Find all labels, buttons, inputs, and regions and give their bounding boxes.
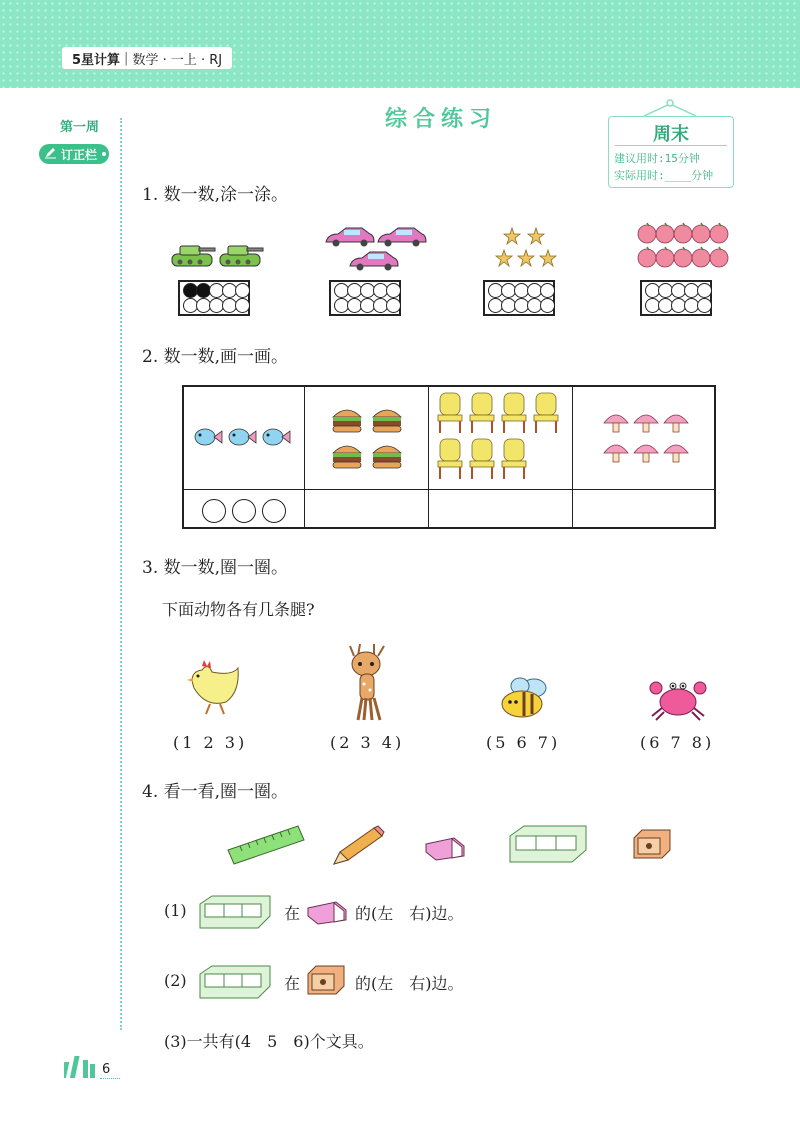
apple-group bbox=[636, 220, 732, 272]
star-icon bbox=[528, 228, 544, 244]
apple-icon bbox=[656, 225, 674, 243]
page-title: 综合练习 bbox=[385, 107, 498, 132]
chair-icon bbox=[534, 393, 558, 433]
car-icon bbox=[378, 228, 426, 247]
car-group bbox=[322, 224, 432, 274]
burger-group bbox=[329, 403, 409, 475]
sharpener-icon bbox=[306, 964, 346, 996]
fix-label: 订正栏 bbox=[61, 147, 98, 162]
eraser-icon bbox=[424, 834, 466, 862]
chair-group bbox=[434, 391, 568, 485]
brand-name: 5星计算 bbox=[72, 52, 121, 68]
header-separator: | bbox=[124, 50, 129, 66]
question-2-label: 2. 数一数,画一画。 bbox=[142, 347, 289, 367]
apple-icon bbox=[674, 225, 692, 243]
tank-group bbox=[166, 236, 266, 272]
book-spines-icon bbox=[64, 1054, 98, 1078]
car-icon bbox=[350, 252, 398, 271]
chair-icon bbox=[438, 393, 462, 433]
apple-icon bbox=[692, 249, 710, 267]
chair-icon bbox=[470, 439, 494, 479]
page-number-underline bbox=[100, 1078, 120, 1079]
fish-group bbox=[194, 425, 294, 449]
count-circle[interactable] bbox=[697, 298, 712, 313]
margin-divider bbox=[120, 118, 122, 1030]
suggested-time: 建议用时:15分钟 bbox=[614, 152, 700, 165]
table-divider bbox=[304, 387, 305, 527]
count-circle[interactable] bbox=[386, 298, 401, 313]
fish-icon bbox=[229, 429, 256, 445]
count-circle[interactable] bbox=[540, 298, 555, 313]
table-divider bbox=[184, 489, 714, 490]
correction-column-badge bbox=[39, 144, 109, 164]
page-number: 6 bbox=[102, 1062, 111, 1077]
star-group bbox=[494, 226, 564, 272]
count-box-cars bbox=[329, 280, 401, 316]
sharpener-icon bbox=[632, 828, 672, 860]
mushroom-icon bbox=[664, 445, 688, 462]
mushroom-group bbox=[602, 409, 694, 471]
dot-icon bbox=[102, 152, 106, 156]
fish-icon bbox=[263, 429, 290, 445]
chair-icon bbox=[438, 439, 462, 479]
table-divider bbox=[428, 387, 429, 527]
star-icon bbox=[540, 250, 556, 266]
mushroom-icon bbox=[634, 415, 658, 432]
burger-icon bbox=[333, 410, 361, 432]
count-circle[interactable] bbox=[697, 283, 712, 298]
chair-icon bbox=[502, 393, 526, 433]
count-circle[interactable] bbox=[235, 283, 250, 298]
pencil-case-icon bbox=[196, 892, 274, 932]
count-box-tanks bbox=[178, 280, 250, 316]
table-divider bbox=[572, 387, 573, 527]
mushroom-icon bbox=[634, 445, 658, 462]
apple-icon bbox=[692, 225, 710, 243]
actual-time: 实际用时:____分钟 bbox=[614, 169, 714, 182]
sub-question-1-in: 在 bbox=[284, 904, 301, 923]
weekend-card bbox=[608, 116, 734, 188]
sub-question-1-options[interactable]: 的(左 右)边。 bbox=[355, 904, 464, 923]
chicken-icon bbox=[184, 658, 242, 718]
count-circle[interactable] bbox=[235, 298, 250, 313]
sub-question-2-number: (2) bbox=[164, 971, 187, 990]
question-3-label: 3. 数一数,圈一圈。 bbox=[142, 558, 289, 578]
ruler-icon bbox=[226, 822, 306, 866]
header-subject: 数学 · 一上 · RJ bbox=[132, 52, 223, 68]
apple-icon bbox=[710, 249, 728, 267]
apple-icon bbox=[638, 249, 656, 267]
sub-question-1-number: (1) bbox=[164, 901, 187, 920]
header-tab bbox=[62, 47, 232, 69]
question-4-label: 4. 看一看,圈一圈。 bbox=[142, 782, 289, 802]
apple-icon bbox=[656, 249, 674, 267]
answer-circle bbox=[202, 499, 226, 523]
question-3-prompt: 下面动物各有几条腿? bbox=[162, 600, 315, 619]
count-box-apples bbox=[640, 280, 712, 316]
answer-circle bbox=[232, 499, 256, 523]
sub-question-2-options[interactable]: 的(左 右)边。 bbox=[355, 974, 464, 993]
answer-options-deer[interactable]: (2 3 4) bbox=[330, 733, 405, 752]
question-1-label: 1. 数一数,涂一涂。 bbox=[142, 185, 289, 205]
mushroom-icon bbox=[664, 415, 688, 432]
count-box-stars bbox=[483, 280, 555, 316]
weekend-divider bbox=[615, 145, 727, 146]
sub-question-2-in: 在 bbox=[284, 974, 301, 993]
apple-icon bbox=[638, 225, 656, 243]
star-icon bbox=[504, 228, 520, 244]
weekend-title: 周末 bbox=[653, 124, 689, 145]
star-icon bbox=[518, 250, 534, 266]
apple-icon bbox=[710, 225, 728, 243]
chair-icon bbox=[470, 393, 494, 433]
star-icon bbox=[496, 250, 512, 266]
mushroom-icon bbox=[604, 415, 628, 432]
burger-icon bbox=[373, 446, 401, 468]
count-circle[interactable] bbox=[540, 283, 555, 298]
apple-icon bbox=[674, 249, 692, 267]
mushroom-icon bbox=[604, 445, 628, 462]
bee-icon bbox=[496, 676, 552, 720]
tank-icon bbox=[220, 246, 263, 266]
drawing-table bbox=[182, 385, 716, 529]
fish-icon bbox=[195, 429, 222, 445]
page-header bbox=[0, 0, 800, 88]
answer-options-crab[interactable]: (6 7 8) bbox=[640, 733, 715, 752]
answer-options-chicken[interactable]: (1 2 3) bbox=[173, 733, 248, 752]
eraser-icon bbox=[306, 898, 348, 926]
car-icon bbox=[326, 228, 374, 247]
crab-icon bbox=[646, 674, 710, 724]
tank-icon bbox=[172, 246, 215, 266]
count-circle[interactable] bbox=[386, 283, 401, 298]
burger-icon bbox=[373, 410, 401, 432]
deer-icon bbox=[340, 642, 392, 724]
pencil-case-icon bbox=[506, 822, 590, 868]
answer-options-bee[interactable]: (5 6 7) bbox=[486, 733, 561, 752]
chair-icon bbox=[502, 439, 526, 479]
answer-circle bbox=[262, 499, 286, 523]
week-label: 第一周 bbox=[60, 120, 100, 135]
burger-icon bbox=[333, 446, 361, 468]
pencil-icon bbox=[330, 824, 386, 868]
pencil-icon bbox=[44, 147, 58, 162]
pencil-case-icon bbox=[196, 962, 274, 1002]
hanger-icon bbox=[640, 98, 700, 118]
sub-question-3[interactable]: (3)一共有(4 5 6)个文具。 bbox=[164, 1032, 374, 1051]
